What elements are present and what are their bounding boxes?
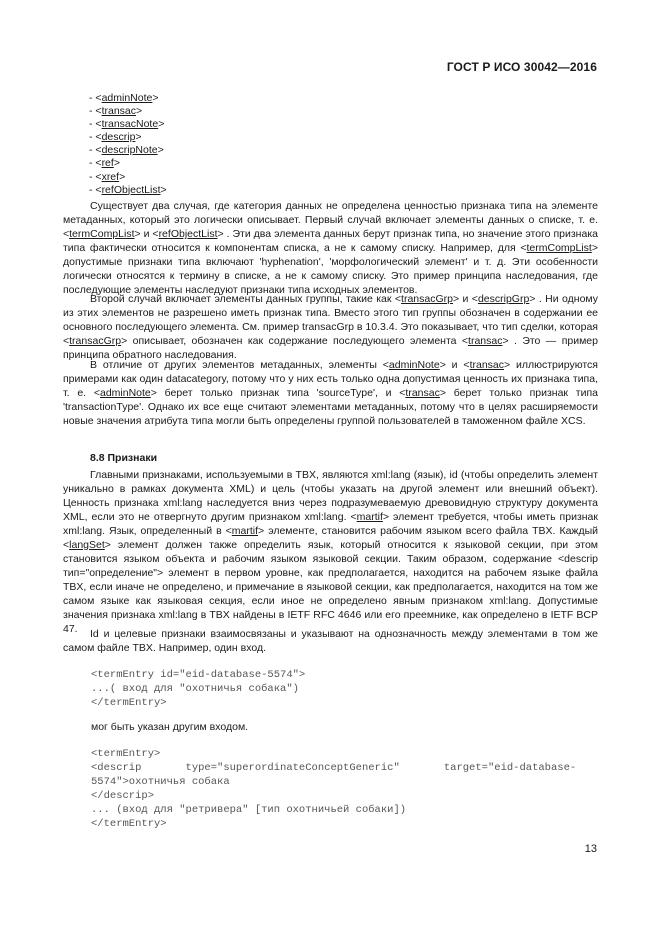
element-list [89, 92, 167, 197]
standard-header: ГОСТ Р ИСО 30042—2016 [446, 60, 597, 74]
list-item: - <transacNote> [89, 118, 165, 131]
list-item: - <adminNote> [89, 92, 159, 104]
list-item: - <ref> [89, 157, 120, 170]
list-item: - <refObjectList> [89, 183, 167, 196]
page-number: 13 [584, 843, 597, 855]
mid-text: мог быть указан другим входом. [91, 721, 249, 733]
paragraph-3: В отличие от других элементов метаданных, элементы <adminNote> и <transac> иллюстрируются примерами как один datacategory, потому что у них есть только одна допустимая ценность их признака типа, т. е. <adminNote> берет только признак типа 'sourceType', и <transac> берет только признак типа 'transactionType'. Однако их все еще считают элементами метаданных, потому что в целях расширяемости новые значения атрибута типа могли быть определены группой пользователей в таможенном файле XCS. [63, 359, 598, 427]
paragraph-4: Главными признаками, используемыми в TBX, являются xml:lang (язык), id (чтобы определить элемент уникально в рамках документа XML) и цель (чтобы указать на другой элемент или внешний объект). Ценность признака xml:lang наследуется вниз через подразумеваемую древовидную структуру документа XML, если это не отвергнуто другим признаком xml:lang. <martif> элемент требуется, чтобы иметь признак xml:lang. Язык, определенный в <martif> элементе, становится рабочим языком всего файла TBX. Каждый <langSet> элемент должен также определить язык, который относится к языковой секции, при этом становится языком объекта и рабочим языком языковой секции. Таким образом, содержание <descrip тип="определение"> элемент в первом уровне, как предполагается, находится на рабочем языке файла TBX, если иначе не определено, и примечание в языковой секции, как предполагается, находится на том же самом языке как языковая секция, если иное не определено явным признаком xml:lang. Допустимые значения признака xml:lang в TBX найдены в IETF RFC 4646 или его преемнике, как определено в IETF BCP 47. [63, 469, 598, 635]
list-item: - <descripNote> [89, 144, 164, 157]
code-block-2: <termEntry> <descrip type="superordinateConceptGeneric" target="eid-database- 5574">охотничья собака </descrip> ... (вход для "ретривера" [тип охотничьей собаки]) </termEntry> [91, 748, 577, 831]
list-item: - <descrip> [89, 131, 142, 144]
paragraph-5: Id и целевые признаки взаимосвязаны и указывают на однозначность между элементами в том же самом файле TBX. Например, один вход. [63, 628, 598, 654]
list-item: - <transac> [89, 105, 143, 118]
list-item: - <xref> [89, 170, 126, 183]
section-heading: 8.8 Признаки [90, 452, 158, 464]
code-block-1: <termEntry id="eid-database-5574"> ...( вход для "охотничья собака") </termEntry> [91, 669, 306, 710]
paragraph-2: Второй случай включает элементы данных группы, такие как <transacGrp> и <descripGrp> . Ни одному из этих элементов не разрешено иметь признак типа. Вместо этого тип группы обозначен в содержании ее основного последующего элемента. См. пример transacGrp в 10.3.4. Это показывает, что тип сделки, которая <transacGrp> описывает, обозначен как содержание последующего элемента <transac> . Это — пример принципа обратного наследования. [63, 293, 598, 361]
paragraph-1: Существует два случая, где категория данных не определена ценностью признака типа на элементе метаданных, который это логически описывает. Первый случай включает элементы данных о списке, т. е. <termCompList> и <refObjectList> . Эти два элемента данных берут признак типа, но значение этого признака типа фактически относится к компонентам списка, а не к самому списку. Например, для <termCompList> допустимые признаки типа включают 'hyphenation', 'морфологический элемент' и т. д. Эти особенности логически относятся к термину в списке, а не к самому списку. Это пример принципа наследования, где последующие элементы наследуют признаки типа исходных элементов. [63, 200, 598, 296]
